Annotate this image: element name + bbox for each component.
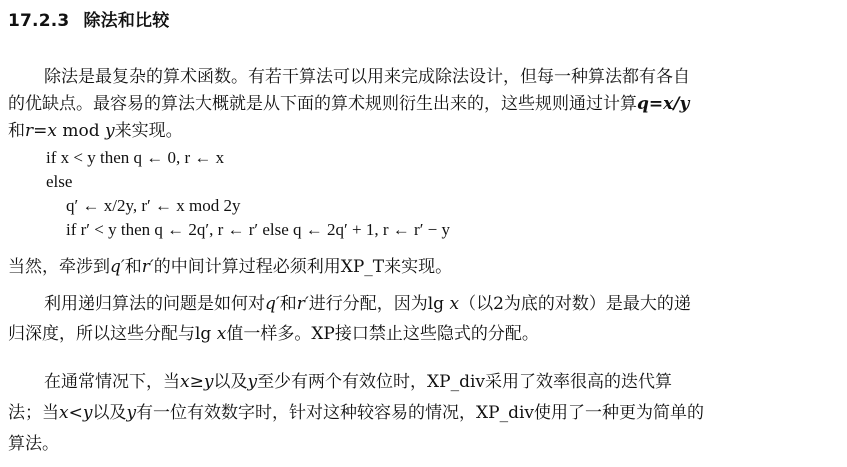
code-line-1: if x < y then q ← 0, r ← x: [46, 148, 225, 167]
paragraph-2: 当然，牵涉到q′和r′的中间计算过程必须利用XP_T来实现。: [8, 257, 453, 277]
section-heading: [8, 6, 169, 31]
paragraph-1-line-1: 除法是最复杂的算术函数。有若干算法可以用来完成除法设计，但每一种算法都有各自: [44, 67, 690, 87]
paragraph-1-line-3: 和r=x mod y来实现。: [8, 121, 183, 141]
paragraph-1-line-2: 的优缺点。最容易的算法大概就是从下面的算术规则衍生出来的，这些规则通过计算q=x/y: [8, 94, 690, 114]
formula-q: q=x/y: [637, 94, 690, 114]
paragraph-4-line-3: 算法。: [8, 434, 59, 454]
code-line-4: if r′ < y then q ← 2q′, r ← r′ else q ← 2q′ + 1, r ← r′ − y: [66, 220, 450, 239]
paragraph-4-line-1: 在通常情况下，当x≥y以及y至少有两个有效位时，XP_div采用了效率很高的迭代算: [44, 372, 673, 392]
code-line-3: q′ ← x/2y, r′ ← x mod 2y: [66, 196, 241, 215]
paragraph-3-line-2: 归深度，所以这些分配与lg x值一样多。XP接口禁止这些隐式的分配。: [8, 324, 539, 344]
formula-r: r=x: [25, 121, 57, 141]
code-line-2: else: [46, 172, 73, 191]
section-title: 除法和比较: [83, 11, 170, 31]
paragraph-4-line-2: 法；当x<y以及y有一位有效数字时，针对这种较容易的情况，XP_div使用了一种更为简单的: [8, 403, 705, 423]
section-number: 17.2.3: [8, 11, 70, 31]
paragraph-3-line-1: 利用递归算法的问题是如何对q′和r′进行分配，因为lg x（以2为底的对数）是最大的递: [44, 294, 691, 314]
